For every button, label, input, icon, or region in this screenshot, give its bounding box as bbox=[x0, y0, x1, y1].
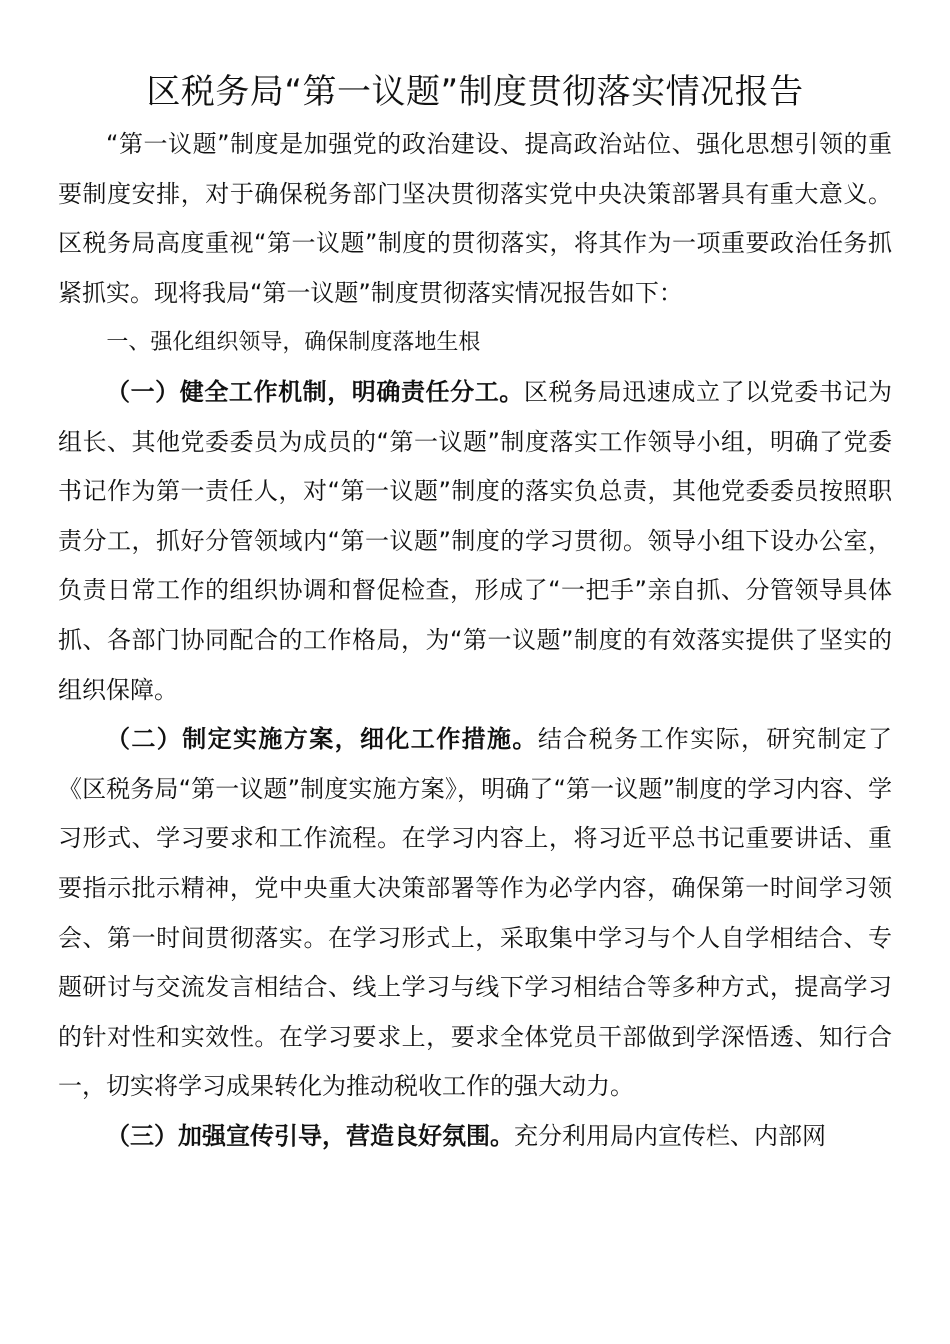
intro-paragraph: “第一议题”制度是加强党的政治建设、提高政治站位、强化思想引领的重要制度安排，对于确保税务部门坚决贯彻落实党中央决策部署具有重大意义。区税务局高度重视“第一议题”制度的贯彻落实，将其作为一项重要政治任务抓紧抓实。现将我局“第一议题”制度贯彻落实情况报告如下： bbox=[58, 130, 892, 307]
item-paragraph-2 bbox=[58, 715, 892, 1112]
item-lead-1: （一）健全工作机制，明确责任分工。 bbox=[106, 377, 524, 406]
item-paragraph-3 bbox=[58, 1112, 892, 1162]
item-text-3: 充分利用局内宣传栏、内部网 bbox=[514, 1121, 826, 1150]
item-paragraph-1 bbox=[58, 368, 892, 715]
item-text-1: 区税务局迅速成立了以党委书记为组长、其他党委委员为成员的“第一议题”制度落实工作领导小组，明确了党委书记作为第一责任人，对“第一议题”制度的落实负总责，其他党委委员按照职责分工，抓好分管领域内“第一议题”制度的学习贯彻。领导小组下设办公室，负责日常工作的组织协调和督促检查，形成了“一把手”亲自抓、分管领导具体抓、各部门协同配合的工作格局，为“第一议题”制度的有效落实提供了坚实的组织保障。 bbox=[58, 377, 893, 704]
document-page bbox=[58, 66, 892, 1161]
document-title: 区税务局“第一议题”制度贯彻落实情况报告 bbox=[146, 72, 804, 112]
item-lead-3: （三）加强宣传引导，营造良好氛围。 bbox=[106, 1121, 514, 1150]
item-text-2: 结合税务工作实际，研究制定了《区税务局“第一议题”制度实施方案》，明确了“第一议题”制度的学习内容、学习形式、学习要求和工作流程。在学习内容上，将习近平总书记重要讲话、重要指示批示精神，党中央重大决策部署等作为必学内容，确保第一时间学习领会、第一时间贯彻落实。在学习形式上，采取集中学习与个人自学相结合、专题研讨与交流发言相结合、线上学习与线下学习相结合等多种方式，提高学习的针对性和实效性。在学习要求上，要求全体党员干部做到学深悟透、知行合一，切实将学习成果转化为推动税收工作的强大动力。 bbox=[58, 725, 893, 1101]
section-heading-1: 一、强化组织领导，确保制度落地生根 bbox=[106, 330, 481, 356]
item-lead-2: （二）制定实施方案，细化工作措施。 bbox=[106, 725, 538, 754]
